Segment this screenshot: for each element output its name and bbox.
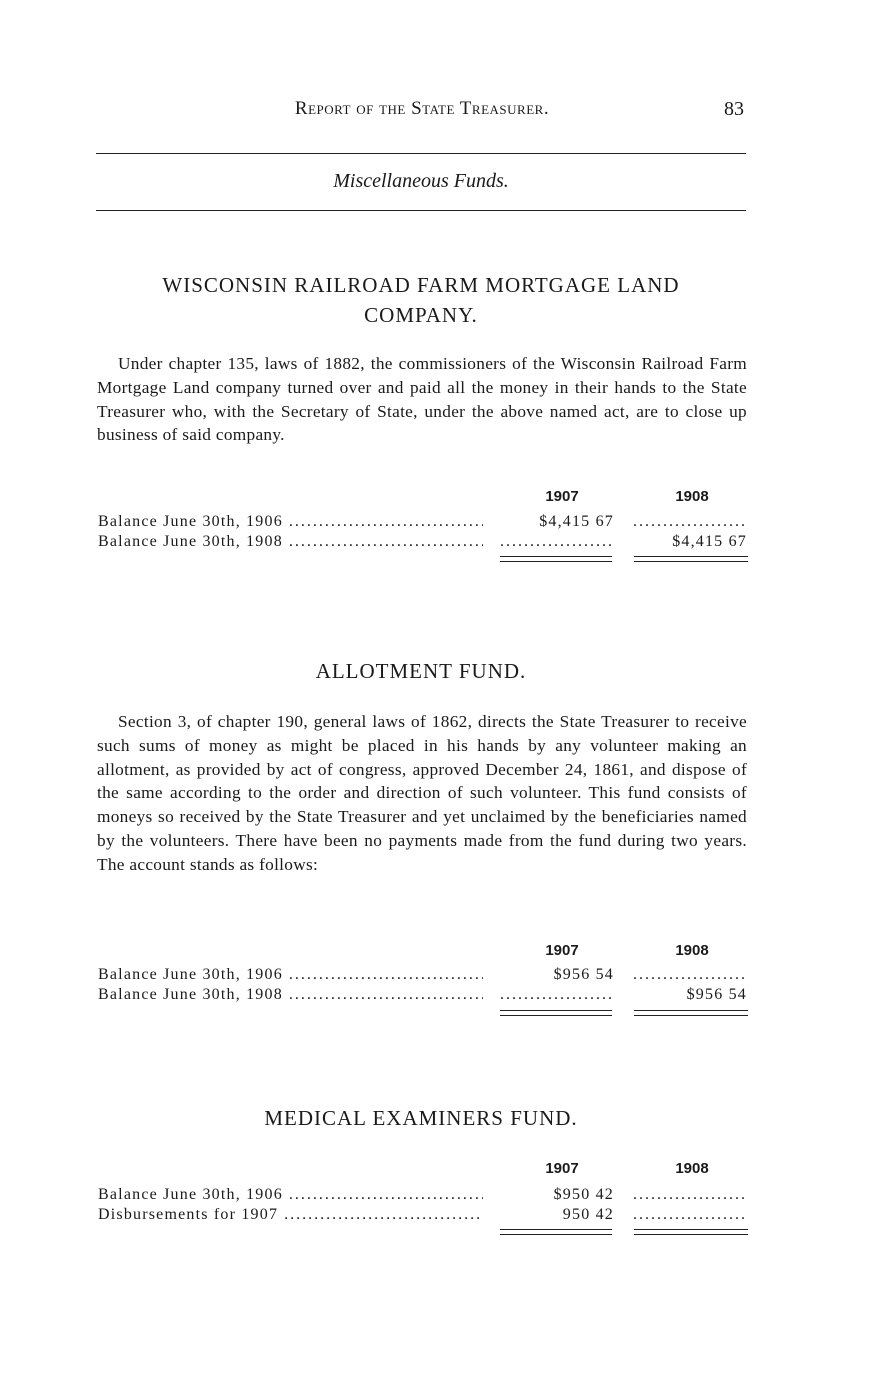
row-label: Balance June 30th, 1906 ..... <box>98 966 483 984</box>
double-rule-1907 <box>500 1229 612 1235</box>
row-label: Balance June 30th, 1906 ..... <box>98 513 483 531</box>
header-rule-top <box>96 153 746 154</box>
column-header-1908: 1908 <box>675 1160 709 1177</box>
ledger-row <box>98 1186 750 1206</box>
row-value-1907: 950 42 <box>562 1206 614 1223</box>
ledger-row <box>98 533 750 553</box>
running-title: Report of the State Treasurer. <box>294 98 550 119</box>
row-label: Disbursements for 1907 ..... <box>98 1206 483 1224</box>
section-title-allotment: ALLOTMENT FUND. <box>315 659 527 683</box>
row-leader-1908 <box>633 513 747 531</box>
section-title-wrfmlc <box>96 270 746 330</box>
column-header-1908: 1908 <box>675 942 709 959</box>
ledger-row <box>98 1206 750 1226</box>
double-rule-1908 <box>634 556 748 562</box>
section-title-line2: COMPANY. <box>364 303 478 327</box>
section-body-wrfmlc: Under chapter 135, laws of 1882, the commissioners of the Wisconsin Railroad Farm Mortgage Land company turned over and paid all the money in their hands to the State Treasurer who, with the Secretary of State, under the above named act, are to close up business of said company. <box>97 354 747 445</box>
ledger-row <box>98 986 750 1006</box>
column-header-1907: 1907 <box>545 942 579 959</box>
row-value-1907: $4,415 67 <box>539 513 614 530</box>
row-leader-1908 <box>633 1186 747 1204</box>
column-header-1907: 1907 <box>545 1160 579 1177</box>
double-rule-1908 <box>634 1229 748 1235</box>
row-label: Balance June 30th, 1908 ..... <box>98 533 483 551</box>
section-title-line1: WISCONSIN RAILROAD FARM MORTGAGE LAND <box>162 273 680 297</box>
section-body-allotment: Section 3, of chapter 190, general laws of 1862, directs the State Treasurer to receive such sums of money as might be placed in his hands by any volunteer making an allotment, as provided by act of congress, approved December 24, 1861, and dispose of the same according to the order and direction of such volunteer. This fund consists of moneys so received by the State Treasurer and yet unclaimed by the beneficiaries named by the volunteers. There have been no payments made from the fund during two years. The account stands as follows: <box>97 712 747 874</box>
row-value-1908: $4,415 67 <box>672 533 747 550</box>
row-leader-1908 <box>633 966 747 984</box>
row-leader-1908 <box>633 1206 747 1224</box>
ledger-row <box>98 966 750 986</box>
row-leader-1907 <box>500 533 614 551</box>
row-label: Balance June 30th, 1906 ..... <box>98 1186 483 1204</box>
row-leader-1907 <box>500 986 614 1004</box>
ledger-row <box>98 513 750 533</box>
double-rule-1908 <box>634 1010 748 1016</box>
section-label: Miscellaneous Funds. <box>333 170 509 192</box>
row-label: Balance June 30th, 1908 ..... <box>98 986 483 1004</box>
double-rule-1907 <box>500 1010 612 1016</box>
double-rule-1907 <box>500 556 612 562</box>
row-value-1908: $956 54 <box>686 986 747 1003</box>
running-head <box>96 98 748 126</box>
row-value-1907: $956 54 <box>553 966 614 983</box>
page-number: 83 <box>724 98 744 120</box>
column-header-1907: 1907 <box>545 488 579 505</box>
header-rule-bottom <box>96 210 746 211</box>
column-header-1908: 1908 <box>675 488 709 505</box>
row-value-1907: $950 42 <box>553 1186 614 1203</box>
section-title-medical: MEDICAL EXAMINERS FUND. <box>264 1106 578 1130</box>
